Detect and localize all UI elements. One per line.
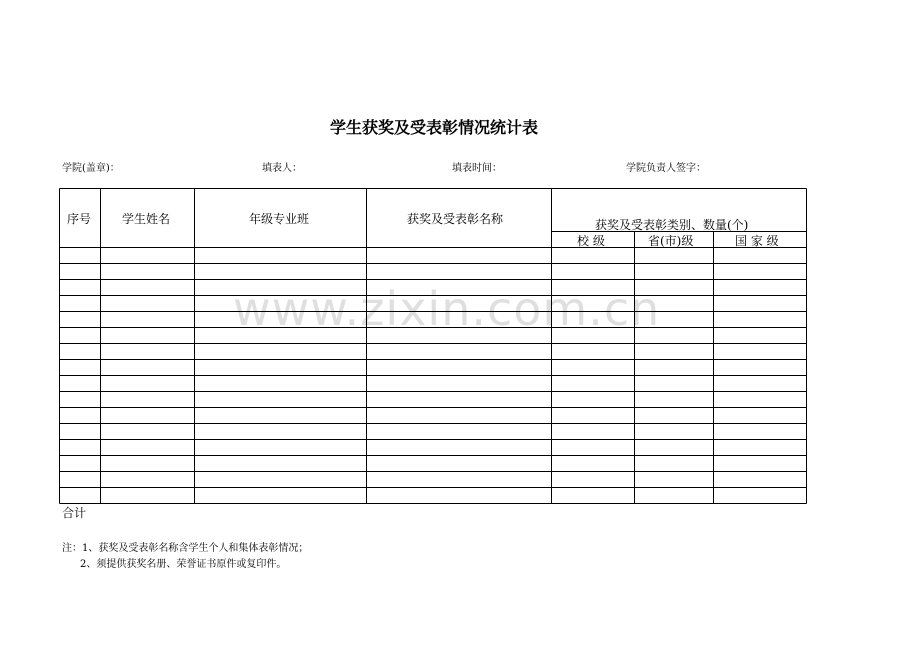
filler-label: 填表人： — [262, 163, 302, 174]
note-line-1: 注：1、获奖及受表彰名称含学生个人和集体表彰情况； — [62, 543, 309, 554]
dean-sign-label: 学院负责人签字： — [626, 163, 706, 174]
note-line-2: 2、须提供获奖名册、荣誉证书原件或复印件。 — [80, 559, 287, 570]
header-award-category: 获奖及受表彰类别、数量(个) — [595, 218, 749, 232]
header-student-name: 学生姓名 — [122, 212, 171, 226]
college-seal-label: 学院(盖章)： — [62, 163, 120, 174]
header-school-level: 校 级 — [577, 234, 605, 248]
total-label: 合计 — [62, 506, 87, 520]
header-award-name: 获奖及受表彰名称 — [407, 212, 504, 226]
header-no: 序号 — [67, 212, 92, 226]
header-national-level: 国 家 级 — [735, 234, 779, 248]
header-class: 年级专业班 — [249, 212, 310, 226]
fill-time-label: 填表时间： — [452, 163, 502, 174]
table-title: 学生获奖及受表彰情况统计表 — [329, 118, 538, 137]
watermark: www.zixin.com.cn — [233, 282, 661, 336]
header-province-level: 省(市)级 — [648, 234, 694, 248]
